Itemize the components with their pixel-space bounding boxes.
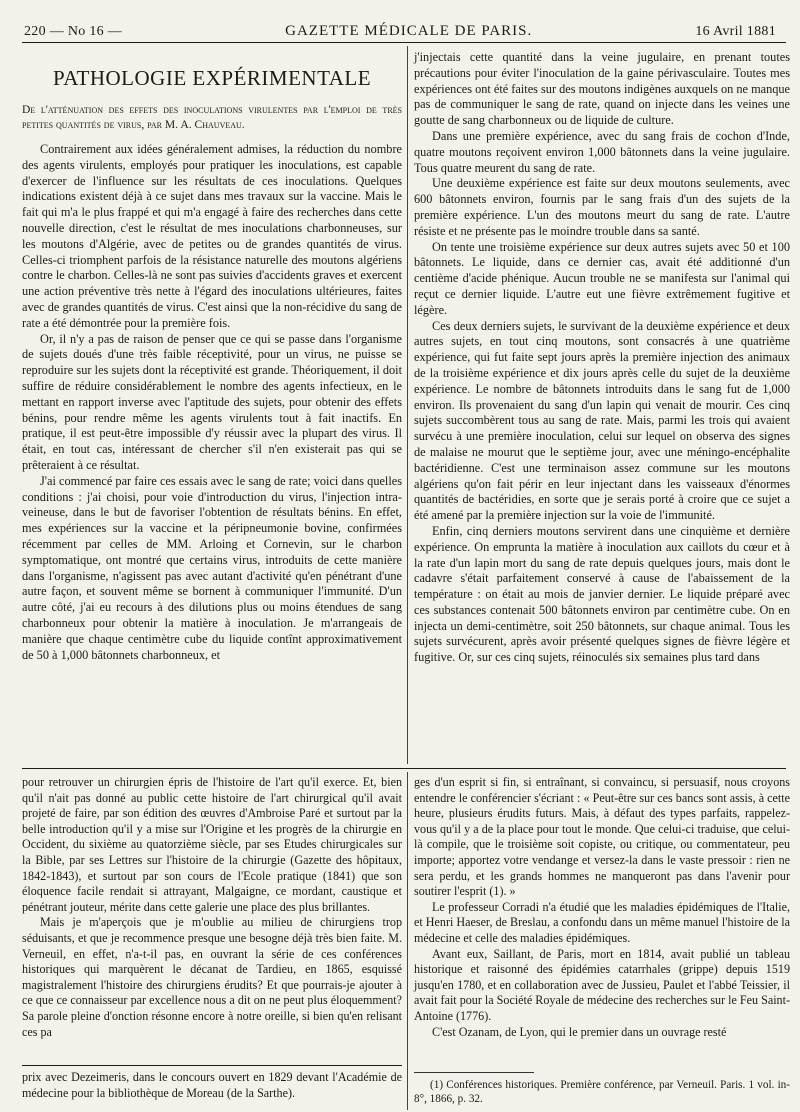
article-paragraph: Enfin, cinq derniers moutons servirent dans une cinquième et dernière expérience. On emprunta la matière à inoculation aux caillots du cœur et à la rate d'un lapin mort du sang de rate depuis quelques jours, mais dont le cadavre s'était parfaitement conservé à cause de l'abaissement de la température : on était au mois de janvier dernier. Le liquide préparé avec ces substances contenait 500 bâtonnets environ par centimètre cube. On en injecta un demi-centimètre, soit 250 bâtonnets, sur chaque animal. Tous les sujets survécurent, après avoir présenté quelques signes de fièvre légère et fugitive. Or, sur ces cinq sujets, réinoculés six semaines plus tard dans [414,523,790,665]
page-header [24,14,776,40]
article-paragraph: j'injectais cette quantité dans la veine jugulaire, en prenant toutes précautions pour éviter l'inoculation de la gaine périvasculaire. Toutes mes expériences ont été faites sur des moutons indigènes auxquels on ne manque pas de communiquer le sang de rate, quand on injecte dans les veines une goutte de sang charbonneux ou de liquide de culture. [414,50,790,128]
journal-title: GAZETTE MÉDICALE DE PARIS. [285,23,533,39]
column-divider [407,46,408,764]
feuilleton-rule [22,768,786,769]
feuilleton-paragraph: ges d'un esprit si fin, si entraînant, si convaincu, si persuasif, nous croyons entendre le conférencier s'écriant : « Peut-être sur ces bancs sont assis, à cette heure, plusieurs érudits futurs. Mais, à défaut des types parfaits, rappelez-vous qu'il y a de la place pour tout le monde. Que celui-ci traduise, que celui-là compile, que le troisième soit copiste, ou critique, ou commentateur, peu importe; apportez votre vendange et versez-la dans le vaste pressoir : rien ne sera perdu, et les grands hommes ne manqueront pas dans l'avenir pour soutirer l'esprit (1). » [414,775,790,899]
section-title: PATHOLOGIE EXPÉRIMENTALE [52,66,372,90]
header-rule [22,42,786,43]
article-title: De l'atténuation des effets des inoculations virulentes par l'emploi de très petites quantités de virus, par M. A. Chauveau. [22,103,402,131]
article-column-left [22,50,402,762]
feuilleton-paragraph: C'est Ozanam, de Lyon, qui le premier dans un ouvrage resté [432,1024,727,1039]
page-number-issue [24,24,122,40]
feuilleton-paragraph: pour retrouver un chirurgien épris de l'histoire de l'art qu'il exerce. Et, bien qu'il n'ait pas donné au public cette histoire de l'art chirurgical qu'il avait projeté de faire, par son édition des œuvres d'Ambroise Paré et surtout par la belle introduction qu'il y a mise sur l'Origine et les progrès de la chirurgie en Occident, du sixième au quatorzième siècle, par ses Etudes chirurgicales sur la Bible, par ses Lettres sur l'histoire de la chirurgie (Gazette des hôpitaux, 1842-1843), et surtout par son cours de l'Ecole pratique (1841) que son éloquence facile rendait si attrayant, Malgaigne, ce mordant, caustique et pénétrant jouteur, mérite dans cette galerie une place des plus brillantes. [22,775,402,914]
article-paragraph: Une deuxième expérience est faite sur deux moutons seulements, avec 600 bâtonnets environ, fournis par le sang frais d'un des sujets de la première expérience. L'un des moutons meurt du sang de rate. L'autre résiste et ne présente pas le moindre trouble dans sa santé. [414,176,790,238]
page-number: 220 [24,24,46,39]
footnote-text: (1) Conférences historiques. Première conférence, par Verneuil. Paris. 1 vol. in-8°, 1866, p. 32. [414,1079,790,1105]
article-paragraph: Or, il n'y a pas de raison de penser que ce qui se passe dans l'organisme de sujets doués d'une très faible réceptivité, pour un virus, ne puisse se reproduire sur les sujets dont la réceptivité est grande. Théoriquement, il doit suffire de réduire considérablement le nombre des agents infectieux, en le mettant en rapport inverse avec l'aptitude des sujets, pour obtenir des effets bénins, pour rendre même les agents virulents tout à fait inactifs. En pratique, il est peut-être impossible d'y réussir avec la plupart des virus. Il était, en tout cas, intéressant de chercher s'il n'en existerait pas qui se prêteraient à ce résultat. [22,331,402,472]
feuilleton-column-right [414,775,790,1105]
feuilleton-paragraph: Mais je m'aperçois que je m'oublie au milieu de chirurgiens trop séduisants, et que je recommence presque une besogne déjà très bien faite. M. Verneuil, en effet, n'a-t-il pas, en ouvrant la série de ces conférences historiques qui marquèrent le décanat de Tardieu, en 1865, esquissé magistralement l'histoire des chirurgiens érudits? Et que pourrais-je ajouter à ce que ce connaisseur par excellence nous a dit on ne peut plus éloquemment? Sa parole pleine d'onction résonne encore à notre oreille, si bien qu'en relisant ces pa [22,915,402,1039]
article-paragraph: Dans une première expérience, avec du sang frais de cochon d'Inde, quatre moutons reçoivent environ 1,000 bâtonnets dans la veine jugulaire. Tous quatre meurent du sang de rate. [414,128,790,175]
footnote-rule [414,1072,534,1073]
feuilleton-column-divider [407,772,408,1110]
article-paragraph: Contrairement aux idées généralement admises, la réduction du nombre des agents virulents, employés pour pratiquer les inoculations, est capable d'exercer de l'influence sur les résultats de ces inoculations. Quelques indications existent déjà à ce sujet dans mes travaux sur la vaccine. Mais le fait qui m'a le plus frappé et qui m'a engagé à faire des recherches dans cette nouvelle direction, c'est le résultat de mes inoculations charbonneuses, sur les moutons d'Algérie, avec de petites ou de grandes quantités de virus. Celles-ci triomphent parfois de la résistance naturelle des moutons algériens contre le charbon. Celles-là ne sont pas suivies d'accidents graves et exercent une action préventive très nette à l'égard des inoculations ultérieures, faites avec de grandes quantités de virus. C'est ainsi que la non-récidive du sang de rate a été démontrée pour la première fois. [22,142,402,330]
article-paragraph: Ces deux derniers sujets, le survivant de la deuxième expérience et deux autres sujets, en tout cinq moutons, sont consacrés à une quatrième expérience, qui fut faite sept jours après la première injection des animaux de la troisième expérience et dix jours après celle du sujet de la deuxième expérience. Le nombre de bâtonnets introduits dans le sang fut de 1,000 environ. Ils provenaient du sang d'un lapin qui venait de mourir. Ces cinq sujets succombèrent tous au sang de rate. Mais, parmi les trois qui avaient survécu à une première inoculation, celui sur lequel on observa des signes de malaise ne mourut que le septième jour, avec une méningo-encéphalite bactéridienne. C'est une terminaison assez commune sur les moutons algériens qu'on fait périr en leur injectant dans les vaisseaux d'énormes quantités de bactéridies, en sorte que je serais porté à croire que ce sujet a été amené par la première injection sur la voie de l'immunité. [414,318,790,523]
feuilleton-separator-rule [22,1065,402,1066]
feuilleton-paragraph: Avant eux, Saillant, de Paris, mort en 1814, avait publié un tableau historique et raisonné des épidémies catarrhales (grippe) depuis 1519 jusqu'en 1780, et en collaboration avec de Jussieu, Paulet et l'abbé Teissier, il avait fait pour la Société Royale de médecine des recherches sur le Feu Saint-Antoine (1776). [414,946,790,1023]
feuilleton-column-left [22,775,402,1065]
feuilleton-paragraph: Le professeur Corradi n'a étudié que les maladies épidémiques de l'Italie, et Henri Haeser, de Breslau, a confondu dans un même manuel l'histoire de la médecine et celle des maladies épidémiques. [414,899,790,945]
feuilleton-continuation: prix avec Dezeimeris, dans le concours ouvert en 1829 devant l'Académie de médecine pour la bibliothèque de Moreau (de la Sarthe). [22,1070,402,1100]
article-column-right [414,50,790,762]
article-paragraph: On tente une troisième expérience sur deux autres sujets avec 50 et 100 bâtonnets. Le liquide, dans ce dernier cas, avait été additionné d'un centième d'acide phénique. Aucun trouble ne se manifesta sur l'animal qui reçut ce dernier liquide. L'autre eut une fièvre extrêmement fugitive et légère. [414,239,790,317]
article-paragraph: J'ai commencé par faire ces essais avec le sang de rate; voici dans quelles conditions : j'ai choisi, pour voie d'introduction du virus, l'injection intra-veineuse, dans le but de favoriser l'obtention de résultats bénins. En effet, mes expériences sur la vaccine et la péripneumonie bovine, confirmées récemment par celles de MM. Arloing et Cornevin, sur le charbon symptomatique, ont montré que certains virus, introduits de cette manière dans l'organisme, n'agissent pas avec autant d'activité qu'en pénétrant d'une autre façon, et souvent même se bornent à communiquer l'immunité. D'un autre côté, j'ai eu recours à des dilutions plus ou moins étendues de sang charbonneux pour obtenir la matière à inoculation. Je m'arrangeais de manière que chaque centimètre cube du liquide contînt approximativement de 50 à 1,000 bâtonnets charbonneux, et [22,473,402,662]
issue-date: 16 Avril 1881 [695,24,776,39]
footnote [414,1078,790,1106]
issue-number: — No 16 — [49,24,123,39]
